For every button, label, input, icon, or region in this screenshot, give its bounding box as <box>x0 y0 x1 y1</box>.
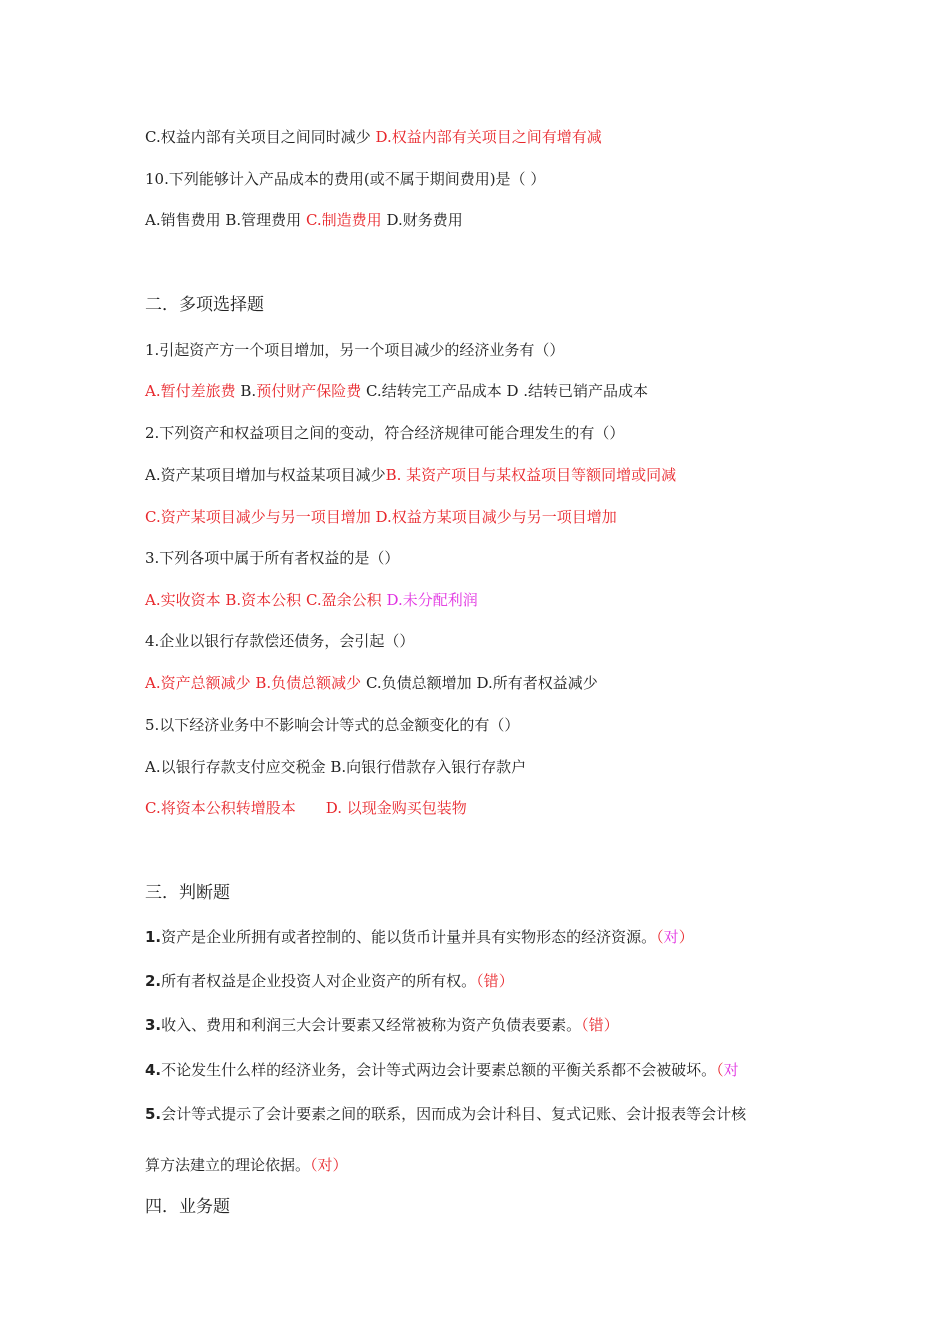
q10-stem: 10.下列能够计入产品成本的费用(或不属于期间费用)是（ ） <box>145 170 546 188</box>
tf-item-2-number: 2. <box>145 972 162 990</box>
mc-q5-option-d-answer: D. 以现金购买包装物 <box>325 799 467 817</box>
tf-item-5-text-continued: 算方法建立的理论依据。 <box>145 1156 311 1174</box>
tf-item-4 <box>145 1060 739 1080</box>
tf-item-2-open: （ <box>476 972 484 990</box>
mc-q3-option-b-answer: B.资本公积 <box>225 591 302 609</box>
q9-options-cd <box>145 127 602 147</box>
mc-q5-options-ab <box>145 757 526 777</box>
mc-q4-option-c: C.负债总额增加 <box>365 674 472 692</box>
mc-q2-option-c-answer: C.资产某项目减少与另一项目增加 <box>145 508 371 526</box>
tf-item-2-text: 所有者权益是企业投资人对企业资产的所有权。 <box>161 972 477 990</box>
mc-q1-option-d: D .结转已销产品成本 <box>506 382 649 400</box>
section-multi-choice-heading: 二．多项选择题 <box>145 295 264 315</box>
q9-option-c: C.权益内部有关项目之间同时减少 <box>145 128 371 146</box>
q9-option-d-answer: D.权益内部有关项目之间有增有减 <box>375 128 602 146</box>
mc-q5-option-c-answer: C.将资本公积转增股本 <box>145 799 296 817</box>
section-true-false-heading: 三．判断题 <box>145 883 230 903</box>
mc-q4-stem: 4.企业以银行存款偿还债务，会引起（） <box>145 632 415 650</box>
tf-item-1-answer: 对 <box>663 928 679 946</box>
tf-item-5-open: （ <box>310 1156 318 1174</box>
tf-item-1-open: （ <box>656 928 664 946</box>
mc-q5-option-a: A.以银行存款支付应交税金 <box>145 758 326 776</box>
mc-q5-options-cd <box>145 798 467 818</box>
q10-option-b: B.管理费用 <box>225 211 302 229</box>
mc-q2-option-b-answer: B. 某资产项目与某权益项目等额同增或同减 <box>385 466 677 484</box>
mc-q2-options-ab <box>145 465 676 485</box>
mc-q3-option-a-answer: A.实收资本 <box>145 591 221 609</box>
tf-item-1 <box>145 927 694 947</box>
tf-item-3-close: ） <box>603 1016 619 1034</box>
mc-q3-option-c-answer: C.盈余公积 <box>305 591 382 609</box>
tf-item-4-open: （ <box>716 1061 724 1079</box>
mc-q1-option-a-answer: A.暂付差旅费 <box>145 382 236 400</box>
mc-q2-options-cd <box>145 507 617 527</box>
mc-q1-option-b-answer: 预付财产保险费 <box>256 382 362 400</box>
tf-item-5-line-1 <box>145 1104 746 1124</box>
tf-item-3-text: 收入、费用和利润三大会计要素又经常被称为资产负债表要素。 <box>161 1016 582 1034</box>
tf-item-2-answer: 错 <box>483 972 499 990</box>
mc-q4-option-b-answer: B.负债总额减少 <box>255 674 362 692</box>
mc-q2-stem: 2.下列资产和权益项目之间的变动，符合经济规律可能合理发生的有（） <box>145 424 625 442</box>
mc-q4-option-a-answer: A.资产总额减少 <box>145 674 251 692</box>
tf-item-5-line-2 <box>145 1155 348 1175</box>
mc-q2-option-a: A.资产某项目增加与权益某项目减少 <box>145 466 386 484</box>
tf-item-5-text: 会计等式提示了会计要素之间的联系，因而成为会计科目、复式记账、会计报表等会计核 <box>161 1105 747 1123</box>
tf-item-5-number: 5. <box>145 1105 162 1123</box>
tf-item-1-text: 资产是企业所拥有或者控制的、能以货币计量并具有实物形态的经济资源。 <box>161 928 657 946</box>
mc-q5-stem: 5.以下经济业务中不影响会计等式的总金额变化的有（） <box>145 716 520 734</box>
tf-item-3-number: 3. <box>145 1016 162 1034</box>
mc-q1-options <box>145 381 648 401</box>
mc-q5-option-b: B.向银行借款存入银行存款户 <box>330 758 527 776</box>
tf-item-5-close: ） <box>332 1156 348 1174</box>
tf-item-3-answer: 错 <box>588 1016 604 1034</box>
tf-item-2 <box>145 971 514 991</box>
mc-q1-stem: 1.引起资产方一个项目增加，另一个项目减少的经济业务有（） <box>145 341 565 359</box>
mc-q1-option-c: C.结转完工产品成本 <box>365 382 502 400</box>
tf-item-2-close: ） <box>498 972 514 990</box>
tf-item-3 <box>145 1015 619 1035</box>
q10-option-c-answer: C.制造费用 <box>305 211 382 229</box>
mc-q3-options <box>145 590 478 610</box>
q10-options <box>145 210 463 230</box>
mc-q2-option-d-answer: D.权益方某项目减少与另一项目增加 <box>375 508 617 526</box>
mc-q3-stem: 3.下列各项中属于所有者权益的是（） <box>145 549 400 567</box>
tf-item-3-open: （ <box>581 1016 589 1034</box>
tf-item-4-number: 4. <box>145 1061 162 1079</box>
tf-item-4-text: 不论发生什么样的经济业务，会计等式两边会计要素总额的平衡关系都不会被破坏。 <box>161 1061 717 1079</box>
section-business-heading: 四．业务题 <box>145 1197 230 1217</box>
tf-item-5-answer: 对 <box>317 1156 333 1174</box>
tf-item-1-number: 1. <box>145 928 162 946</box>
mc-q4-option-d: D.所有者权益减少 <box>476 674 598 692</box>
mc-q3-option-d-answer: D.未分配利润 <box>386 591 478 609</box>
tf-item-4-answer: 对 <box>723 1061 739 1079</box>
q10-option-d: D.财务费用 <box>386 211 463 229</box>
mc-q4-options <box>145 673 598 693</box>
q10-option-a: A.销售费用 <box>145 211 221 229</box>
tf-item-1-close: ） <box>678 928 694 946</box>
mc-q1-option-b-prefix: B. <box>240 382 257 400</box>
